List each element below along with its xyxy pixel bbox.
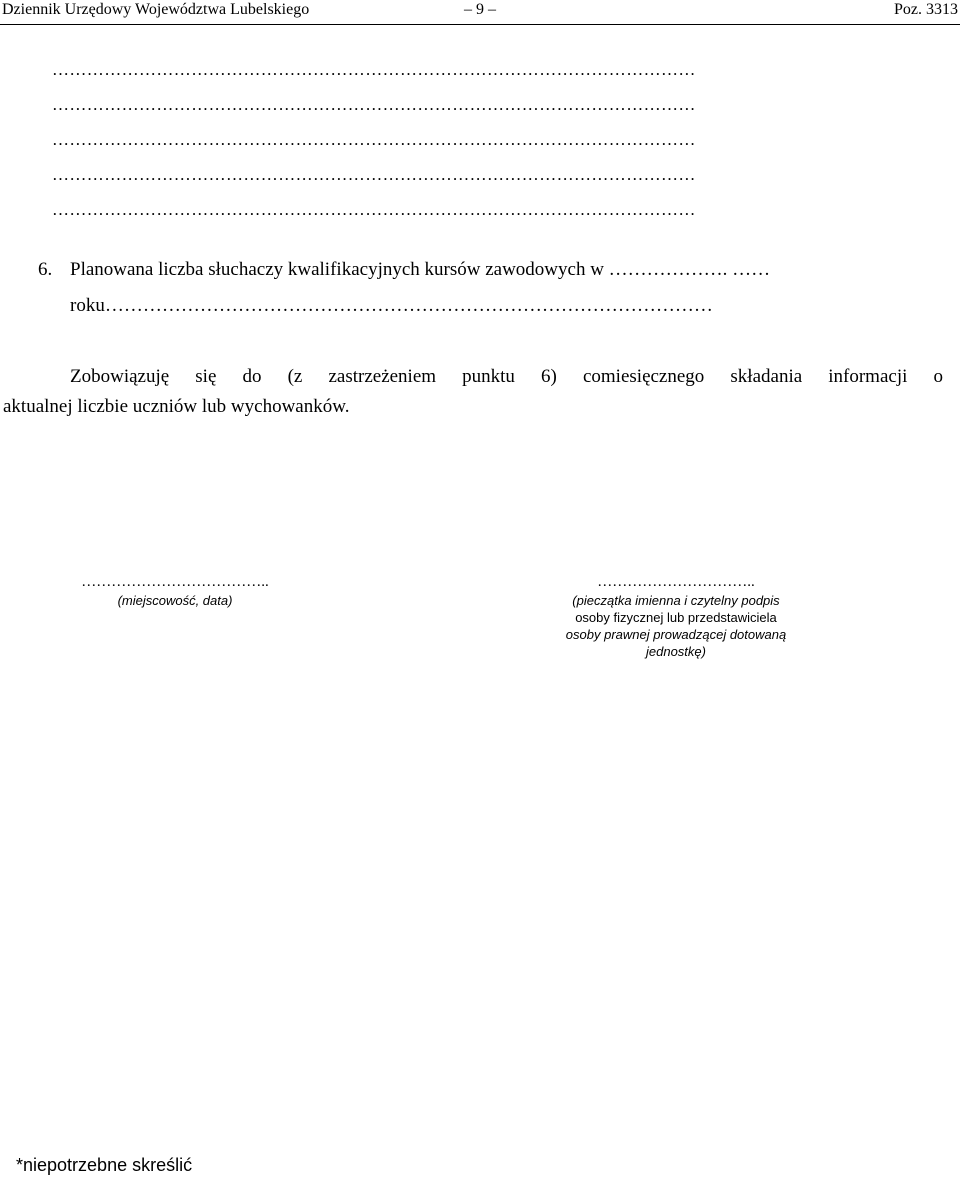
commitment-line-2: aktualnej liczbie uczniów lub wychowanków. xyxy=(3,396,350,417)
dotted-fill-line: ………………………………………………………………………………………………… xyxy=(52,130,696,149)
stamp-signature-block xyxy=(536,572,816,660)
page-header xyxy=(0,0,960,25)
commitment-line-1: Zobowiązuję się do (z zastrzeżeniem punktu 6) comiesięcznego składania informacji o xyxy=(70,366,943,387)
dotted-fill-line: ………………………………………………………………………………………………… xyxy=(52,60,696,79)
page-number: – 9 – xyxy=(464,1,496,18)
position-number: Poz. 3313 xyxy=(894,1,958,18)
place-date-signature-block xyxy=(30,572,320,609)
item-6-continuation: roku…………………………………………………………………………………… xyxy=(70,295,713,316)
dotted-fill-line: ………………………………………………………………………………………………… xyxy=(52,165,696,184)
signature-dots: ………………………….. xyxy=(597,574,755,590)
signature-caption-line-4: jednostkę) xyxy=(646,644,706,659)
signature-caption-line-2: osoby fizycznej lub przedstawiciela xyxy=(575,610,777,625)
dotted-fill-line: ………………………………………………………………………………………………… xyxy=(52,200,696,219)
journal-title: Dziennik Urzędowy Województwa Lubelskiego xyxy=(2,1,310,18)
signature-caption-line-1: (pieczątka imienna i czytelny podpis xyxy=(572,593,780,608)
place-date-caption: (miejscowość, data) xyxy=(117,593,233,608)
place-date-dots: ……………………………….. xyxy=(81,574,269,590)
footnote: *niepotrzebne skreślić xyxy=(16,1155,193,1175)
item-6-number: 6. xyxy=(38,259,53,280)
commitment-paragraph xyxy=(3,362,943,422)
dotted-fill-line: ………………………………………………………………………………………………… xyxy=(52,95,696,114)
item-6 xyxy=(38,258,928,282)
item-6-text: Planowana liczba słuchaczy kwalifikacyjnych kursów zawodowych w ………………. …… xyxy=(70,259,771,280)
signature-caption-line-3: osoby prawnej prowadzącej dotowaną xyxy=(565,627,787,642)
